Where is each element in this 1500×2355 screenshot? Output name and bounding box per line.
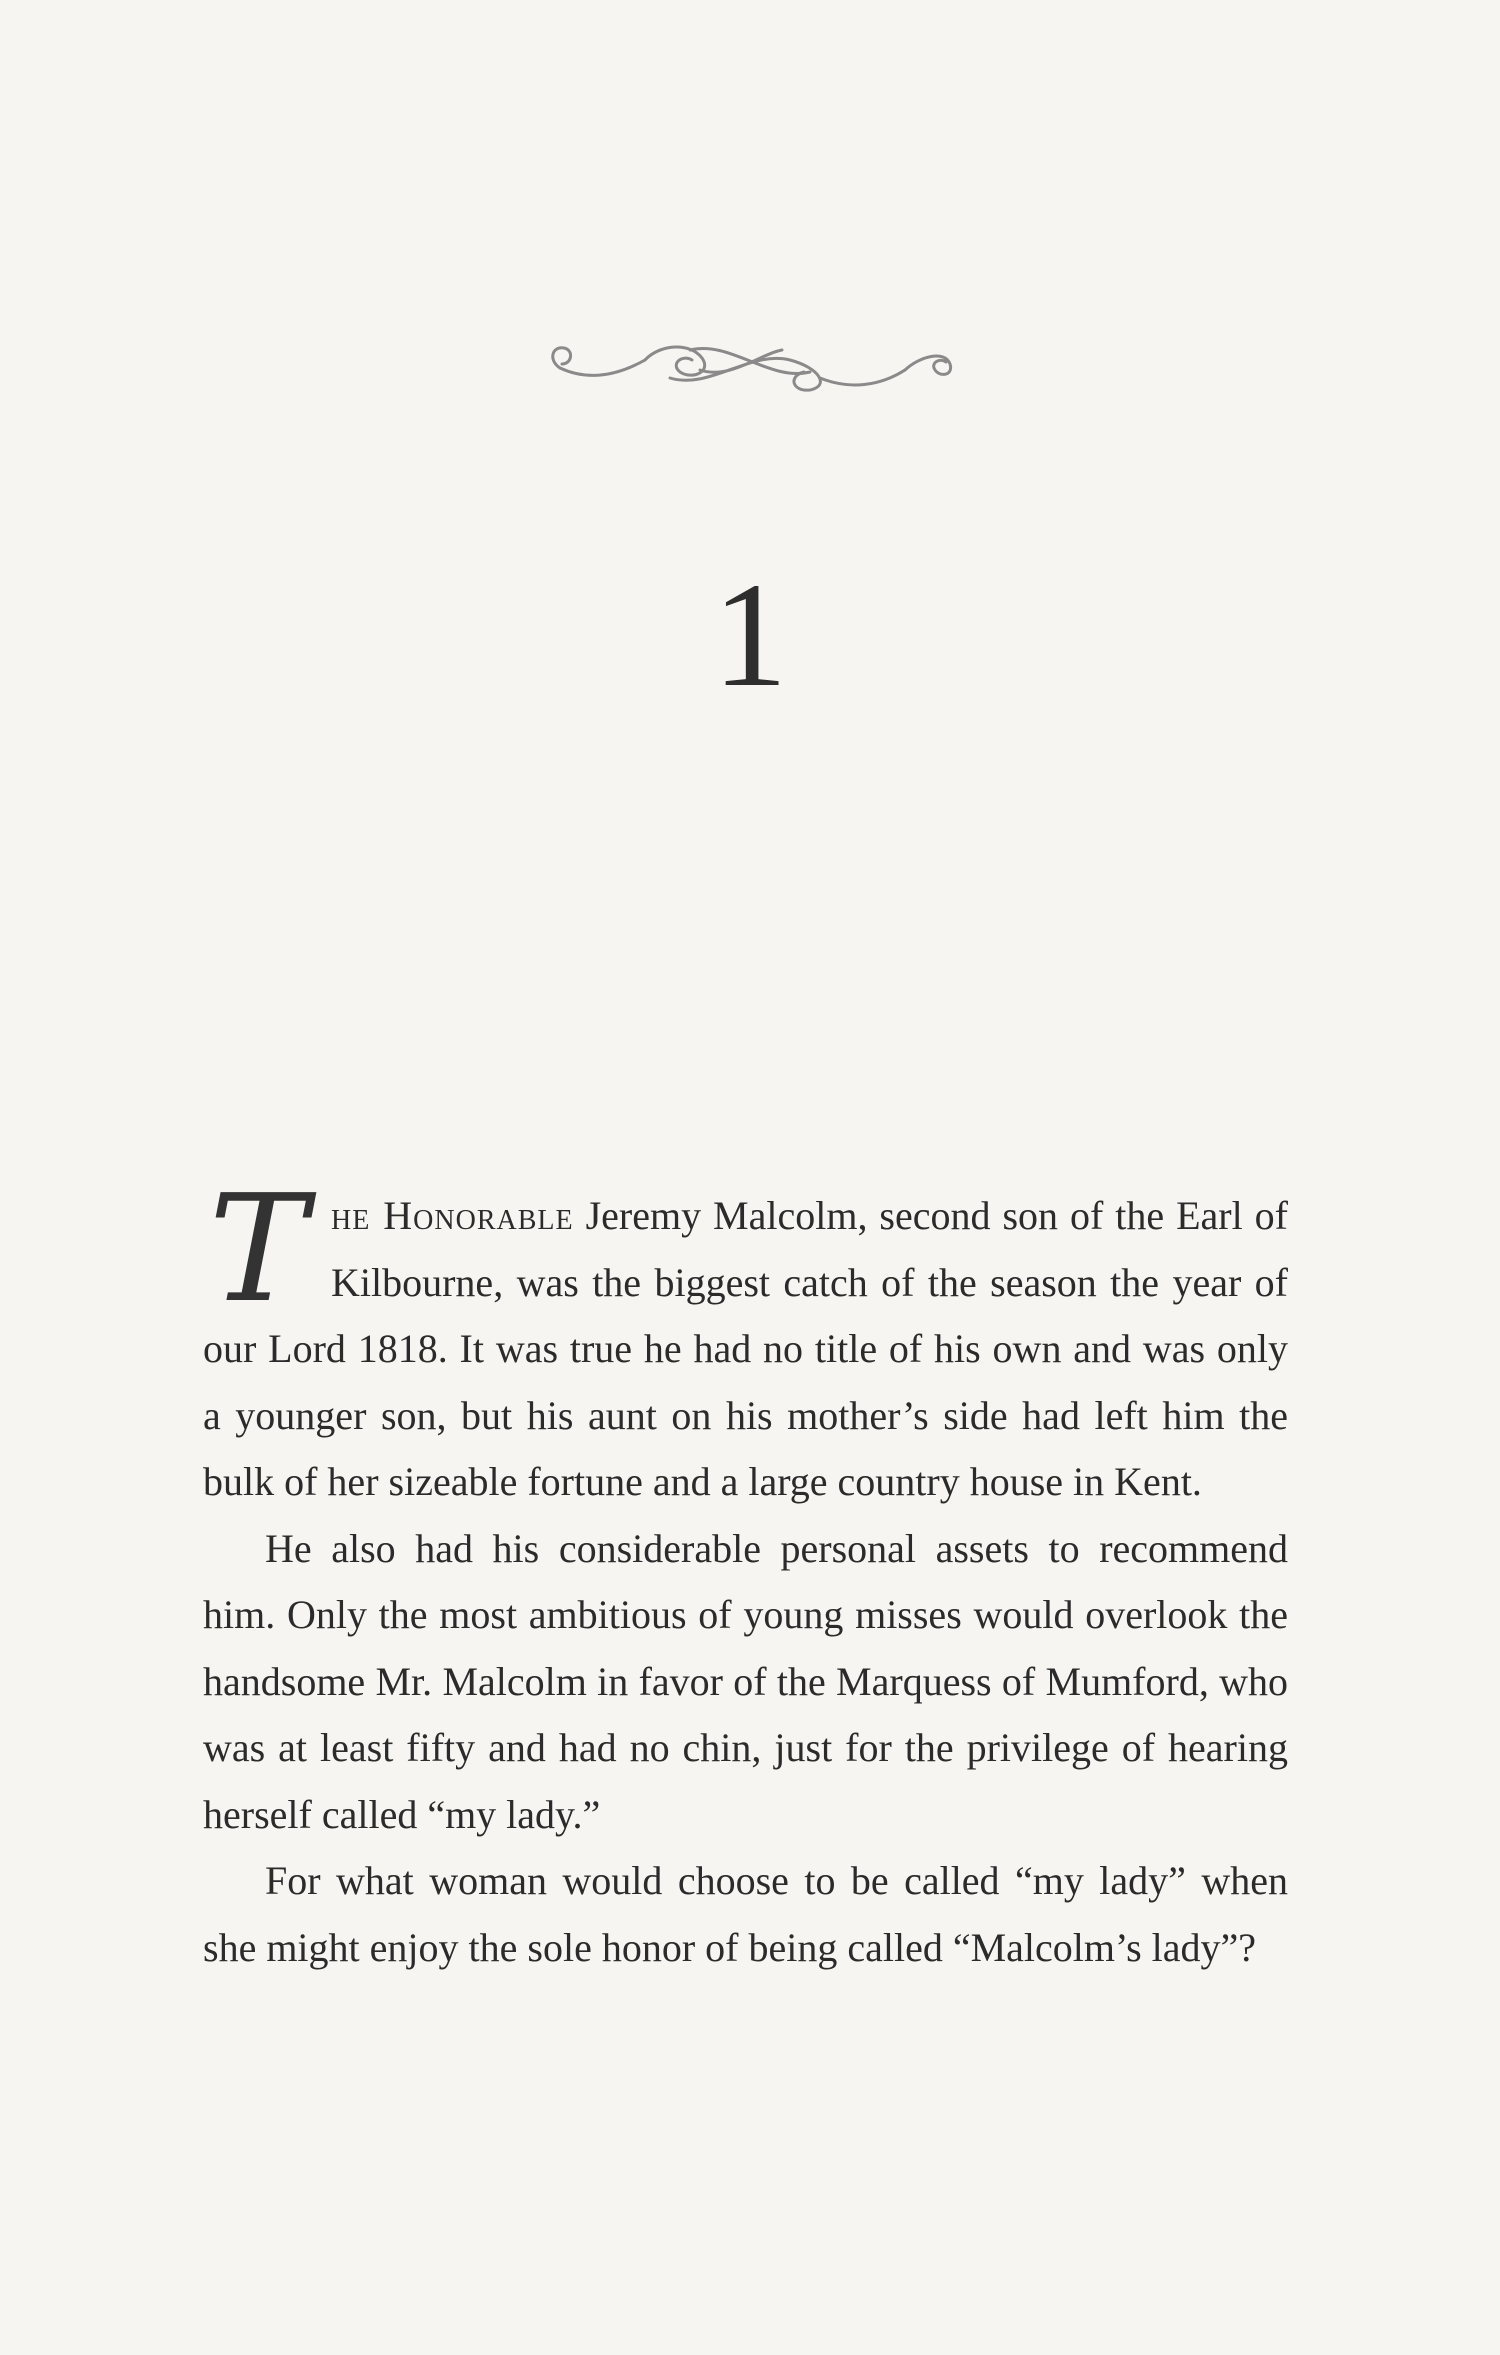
paragraph-1-text: Jeremy Malcolm, second son of the Earl of Kilbourne, was the biggest catch of the season the year of our Lord 1818. It was true he had no title of his own and was only a younger son, but his aunt on his mother’s side had left him the bulk of her sizeable fortune and a large country house in Kent. [203,1193,1288,1504]
paragraph-1 [203,1163,1288,1516]
chapter-number: 1 [712,552,788,718]
flourish-ornament-icon [520,320,980,410]
drop-cap: T [208,1163,308,1335]
lead-in: he Honorable [331,1193,574,1238]
paragraph-2: He also had his considerable personal assets to recommend him. Only the most ambitious of young misses would overlook the handsome Mr. Malcolm in favor of the Marquess of Mumford, who was at least fifty and had no chin, just for the privilege of hearing herself called “my lady.” [203,1525,1288,1837]
chapter-body [203,1163,1288,1981]
paragraph-3: For what woman would choose to be called “my lady” when she might enjoy the sole honor of being called “Malcolm’s lady”? [203,1858,1288,1970]
